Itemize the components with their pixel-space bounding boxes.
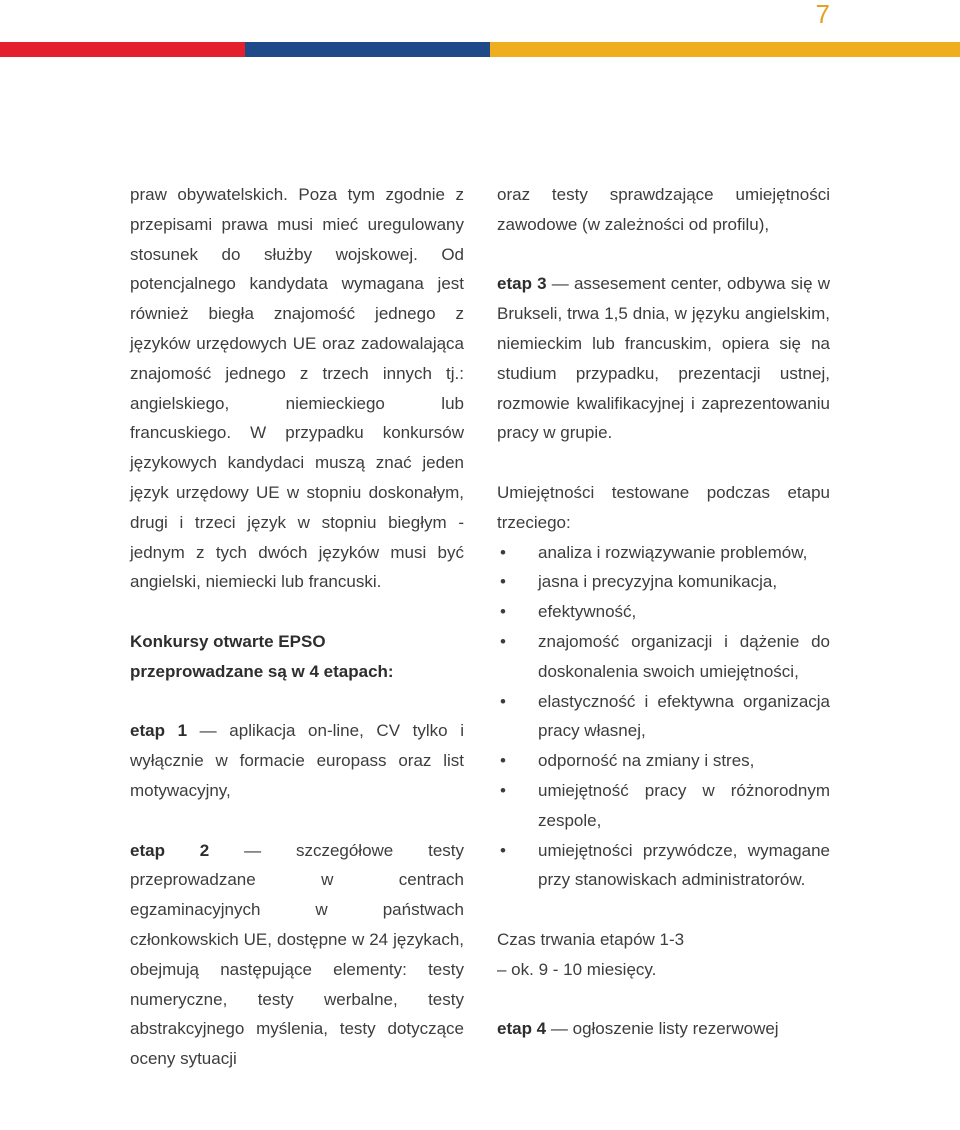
- page-number: 7: [815, 0, 830, 29]
- skills-intro: Umiejętności testowane podczas etapu trzeciego:: [497, 482, 830, 532]
- left-column: [130, 180, 464, 1074]
- stage-3-label: etap 3: [497, 274, 547, 294]
- color-bar-gold: [490, 42, 960, 57]
- bullet-icon: •: [500, 572, 506, 592]
- stage-4-text: ogłoszenie listy rezerwowej: [572, 1019, 779, 1039]
- list-item: [497, 687, 830, 747]
- skill-text: umiejętności przywódcze, wymagane przy stanowiskach administratorów.: [538, 840, 830, 890]
- list-item: [497, 746, 830, 776]
- list-item: [497, 627, 830, 687]
- stage-1-label: etap 1: [130, 721, 188, 741]
- skills-list: [497, 538, 830, 896]
- list-item: [497, 836, 830, 896]
- stage-2-text: szczegółowe testy przeprowadzane w centrach egzaminacyjnych w państwach członkowskich UE, dostępne w 24 językach, obejmują następujące elementy: testy numeryczne, testy werbalne, testy abstrakcyjnego myślenia, testy dotyczące oceny sytuacji: [130, 840, 464, 1069]
- bullet-icon: •: [500, 631, 506, 651]
- list-item: [497, 567, 830, 597]
- bullet-icon: •: [500, 542, 506, 562]
- stage-1-text: aplikacja on-line, CV tylko i wyłącznie w formacie europass oraz list motywacyjny,: [130, 721, 464, 800]
- right-column: [497, 180, 830, 1044]
- stage-4-label: etap 4: [497, 1019, 547, 1039]
- skill-text: efektywność,: [538, 602, 637, 622]
- bullet-icon: •: [500, 602, 506, 622]
- color-bar-red: [0, 42, 245, 57]
- stage-1-dash: —: [199, 721, 217, 741]
- stage-2-continued: oraz testy sprawdzające umiejętności zawodowe (w zależności od profilu),: [497, 185, 830, 234]
- stage-3-text: assesement center, odbywa się w Brukseli, trwa 1,5 dnia, w języku angielskim, niemieckim lub francuskim, opiera się na studium przypadku, prezentacji ustnej, rozmowie kwalifikacyjnej i zaprezentowaniu pracy w grupie.: [497, 274, 830, 443]
- stages-heading-line2: przeprowadzane są w 4 etapach:: [130, 661, 394, 681]
- bullet-icon: •: [500, 780, 506, 800]
- stage-3-dash: —: [551, 274, 569, 294]
- stage-3-paragraph: [497, 269, 830, 448]
- intro-paragraph: praw obywatelskich. Poza tym zgodnie z przepisami prawa musi mieć uregulowany stosunek do służby wojskowej. Od potencjalnego kandydata wymagana jest również biegła znajomość jednego z języków urzędowych UE oraz zadowalająca znajomość jednego z trzech innych tj.: angielskiego, niemieckiego lub francuskiego. W przypadku konkursów językowych kandydaci muszą znać jeden język urzędowy UE w stopniu doskonałym, drugi i trzeci język w stopniu biegłym - jednym z tych dwóch języków musi być angielski, niemiecki lub francuski.: [130, 185, 464, 592]
- stage-2-label: etap 2: [130, 840, 210, 860]
- bullet-icon: •: [500, 751, 506, 771]
- bullet-icon: •: [500, 840, 506, 860]
- skill-text: umiejętność pracy w różnorodnym zespole,: [538, 780, 830, 830]
- skill-text: odporność na zmiany i stres,: [538, 751, 755, 771]
- list-item: [497, 776, 830, 836]
- stages-heading: [130, 627, 464, 687]
- skill-text: znajomość organizacji i dążenie do doskonalenia swoich umiejętności,: [538, 631, 830, 681]
- stage-4-paragraph: [497, 1014, 830, 1044]
- stage-4-dash: —: [550, 1019, 568, 1039]
- color-bar-navy: [245, 42, 490, 57]
- header-color-bar: [0, 42, 960, 57]
- stage-2-paragraph: [130, 836, 464, 1074]
- bullet-icon: •: [500, 691, 506, 711]
- stage-2-dash: —: [244, 840, 262, 860]
- stages-heading-line1: Konkursy otwarte EPSO: [130, 631, 326, 651]
- skill-text: analiza i rozwiązywanie problemów,: [538, 542, 808, 562]
- list-item: [497, 597, 830, 627]
- skill-text: jasna i precyzyjna komunikacja,: [538, 572, 778, 592]
- list-item: [497, 538, 830, 568]
- skill-text: elastyczność i efektywna organizacja pracy własnej,: [538, 691, 830, 741]
- stage-1-paragraph: [130, 716, 464, 805]
- duration-paragraph: [497, 925, 830, 985]
- duration-line2: – ok. 9 - 10 miesięcy.: [497, 959, 657, 979]
- duration-line1: Czas trwania etapów 1-3: [497, 929, 685, 949]
